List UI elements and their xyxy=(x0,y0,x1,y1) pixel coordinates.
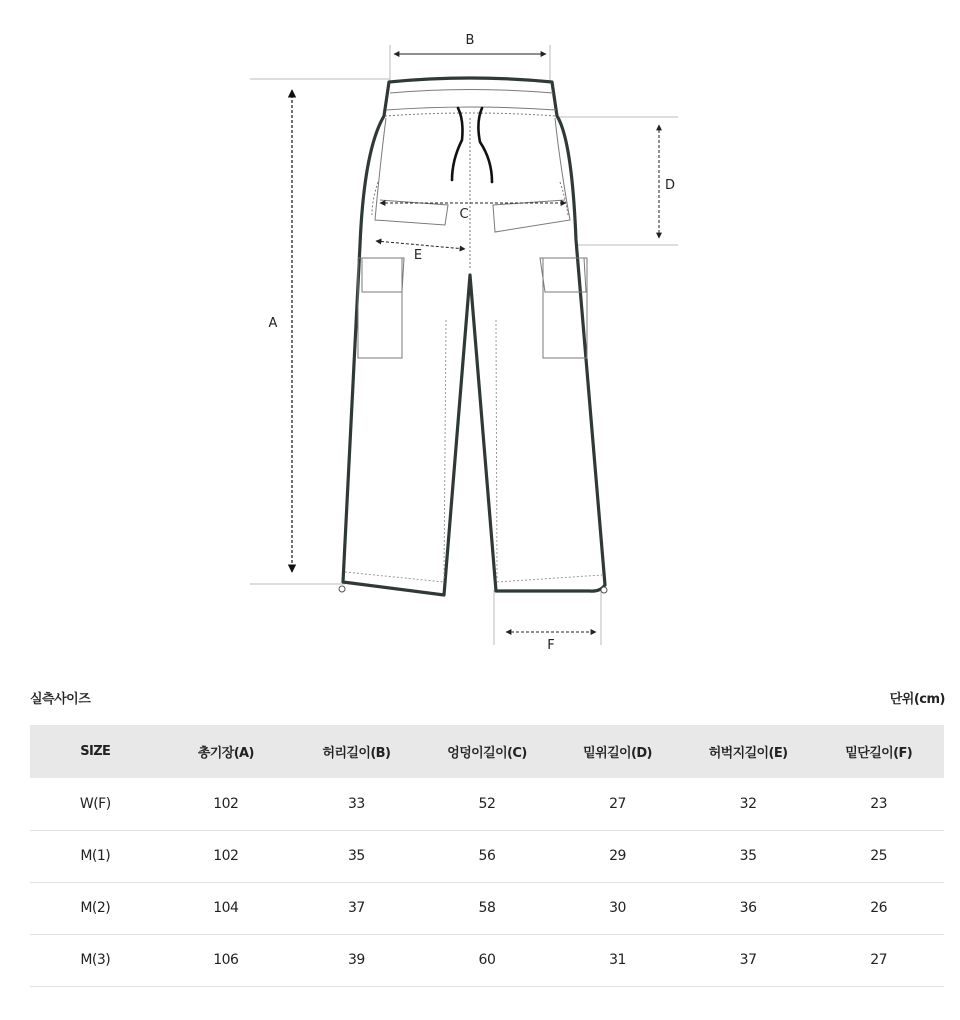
header-total-length: 총기장(A) xyxy=(197,746,254,761)
pants-outline xyxy=(343,78,605,595)
label-f: F xyxy=(547,638,555,653)
table-header-row xyxy=(30,725,944,778)
label-d: D xyxy=(664,178,676,193)
cell-rise: 30 xyxy=(609,900,626,916)
table-row xyxy=(30,830,944,882)
cell-total-length: 104 xyxy=(213,900,239,916)
unit-note: 단위(cm) xyxy=(889,691,945,707)
cell-rise: 29 xyxy=(609,848,626,864)
header-hem: 밑단길이(F) xyxy=(845,746,913,761)
cell-thigh: 37 xyxy=(739,952,757,968)
cell-thigh: 32 xyxy=(739,795,757,812)
cell-hip: 56 xyxy=(478,848,496,864)
cell-rise: 27 xyxy=(609,795,626,812)
cell-hem: 26 xyxy=(870,900,888,916)
header-size: SIZE xyxy=(80,744,111,759)
cell-size: M(1) xyxy=(80,848,111,864)
cell-thigh: 36 xyxy=(739,900,757,916)
cell-size: M(3) xyxy=(80,952,111,968)
cell-hip: 60 xyxy=(478,952,496,968)
cell-total-length: 102 xyxy=(213,795,239,812)
cell-hem: 25 xyxy=(870,848,888,864)
label-e: E xyxy=(413,248,423,263)
cell-total-length: 106 xyxy=(213,952,239,968)
section-title: 실측사이즈 xyxy=(30,691,91,707)
header-thigh: 허벅지길이(E) xyxy=(708,746,788,761)
cell-rise: 31 xyxy=(609,952,626,968)
cell-waist: 33 xyxy=(347,795,365,812)
cell-size: M(2) xyxy=(80,900,111,916)
section-header xyxy=(30,680,944,714)
cell-hem: 23 xyxy=(870,795,888,812)
table-row xyxy=(30,934,944,986)
cell-size: W(F) xyxy=(79,795,111,812)
cell-total-length: 102 xyxy=(213,848,239,864)
cell-hip: 58 xyxy=(478,900,496,916)
cell-waist: 39 xyxy=(347,952,365,968)
header-rise: 밑위길이(D) xyxy=(583,746,652,761)
cell-hip: 52 xyxy=(478,795,496,812)
cell-waist: 37 xyxy=(347,900,365,916)
size-table xyxy=(30,725,944,987)
cell-waist: 35 xyxy=(347,848,365,864)
header-hip: 엉덩이길이(C) xyxy=(447,746,527,761)
header-waist: 허리길이(B) xyxy=(322,746,391,761)
cell-hem: 27 xyxy=(870,952,888,968)
label-b: B xyxy=(465,33,475,48)
label-a: A xyxy=(268,316,278,331)
table-row xyxy=(30,882,944,934)
table-row xyxy=(30,778,944,830)
cell-thigh: 35 xyxy=(739,848,757,864)
size-section xyxy=(30,680,944,987)
label-c: C xyxy=(459,207,469,222)
